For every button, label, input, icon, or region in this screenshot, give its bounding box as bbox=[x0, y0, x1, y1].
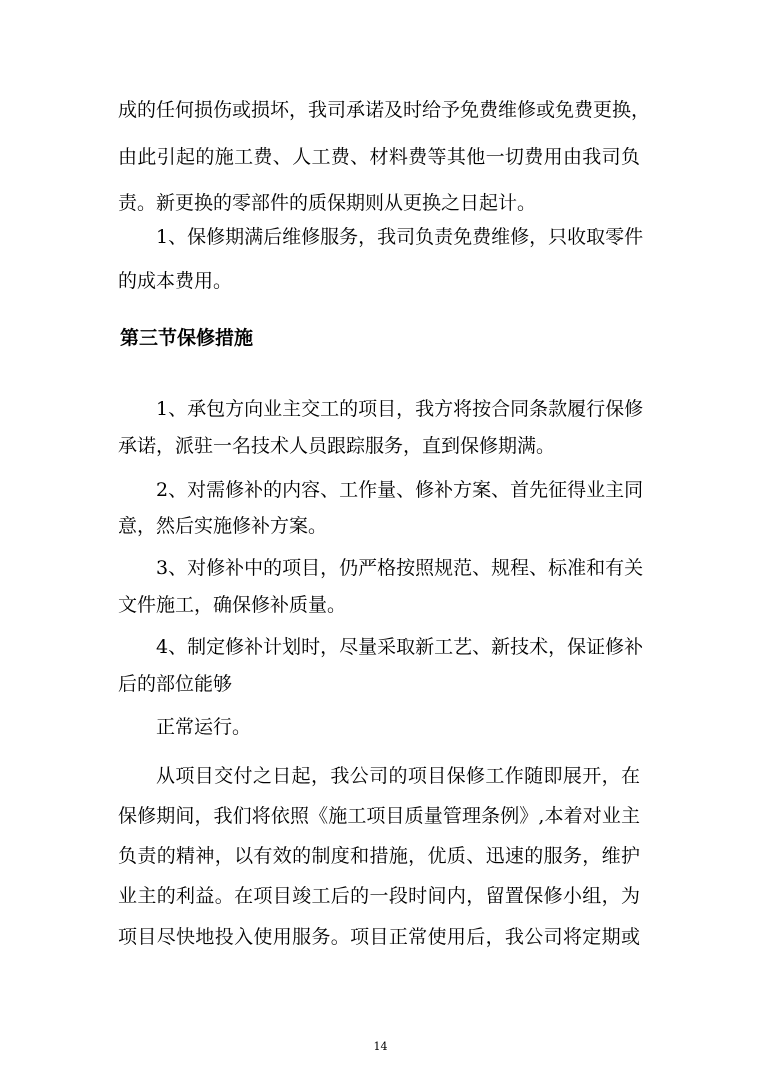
text-line: 业主的利益。在项目竣工后的一段时间内，留置保修小组，为 bbox=[118, 885, 640, 907]
text-line: 1、保修期满后维修服务，我司负责免费维修，只收取零件 bbox=[156, 226, 644, 248]
text-line: 保修期间，我们将依照《施工项目质量管理条例》,本着对业主 bbox=[118, 805, 640, 827]
text-line: 正常运行。 bbox=[156, 716, 252, 738]
text-line: 项目尽快地投入使用服务。项目正常使用后，我公司将定期或 bbox=[118, 926, 640, 948]
text-line: 承诺，派驻一名技术人员跟踪服务，直到保修期满。 bbox=[118, 435, 556, 457]
text-line: 文件施工，确保修补质量。 bbox=[118, 594, 347, 616]
text-line: 后的部位能够 bbox=[118, 673, 233, 695]
text-line: 4、制定修补计划时，尽量采取新工艺、新技术，保证修补 bbox=[156, 636, 644, 658]
text-line: 从项目交付之日起，我公司的项目保修工作随即展开，在 bbox=[156, 765, 640, 787]
text-line: 3、对修补中的项目，仍严格按照规范、规程、标准和有关 bbox=[156, 557, 644, 579]
text-line: 意，然后实施修补方案。 bbox=[118, 515, 328, 537]
text-line: 1、承包方向业主交工的项目，我方将按合同条款履行保修 bbox=[156, 398, 644, 420]
section-heading: 第三节保修措施 bbox=[120, 327, 254, 349]
text-line: 成的任何损伤或损坏，我司承诺及时给予免费维修或免费更换， bbox=[118, 99, 651, 121]
text-line: 负责的精神，以有效的制度和措施，优质、迅速的服务，维护 bbox=[118, 845, 640, 867]
text-line: 由此引起的施工费、人工费、材料费等其他一切费用由我司负 bbox=[118, 146, 640, 168]
text-line: 2、对需修补的内容、工作量、修补方案、首先征得业主同 bbox=[156, 479, 644, 501]
text-line: 的成本费用。 bbox=[118, 270, 233, 292]
text-line: 责。新更换的零部件的质保期则从更换之日起计。 bbox=[118, 192, 537, 214]
page-number: 14 bbox=[373, 1040, 388, 1053]
